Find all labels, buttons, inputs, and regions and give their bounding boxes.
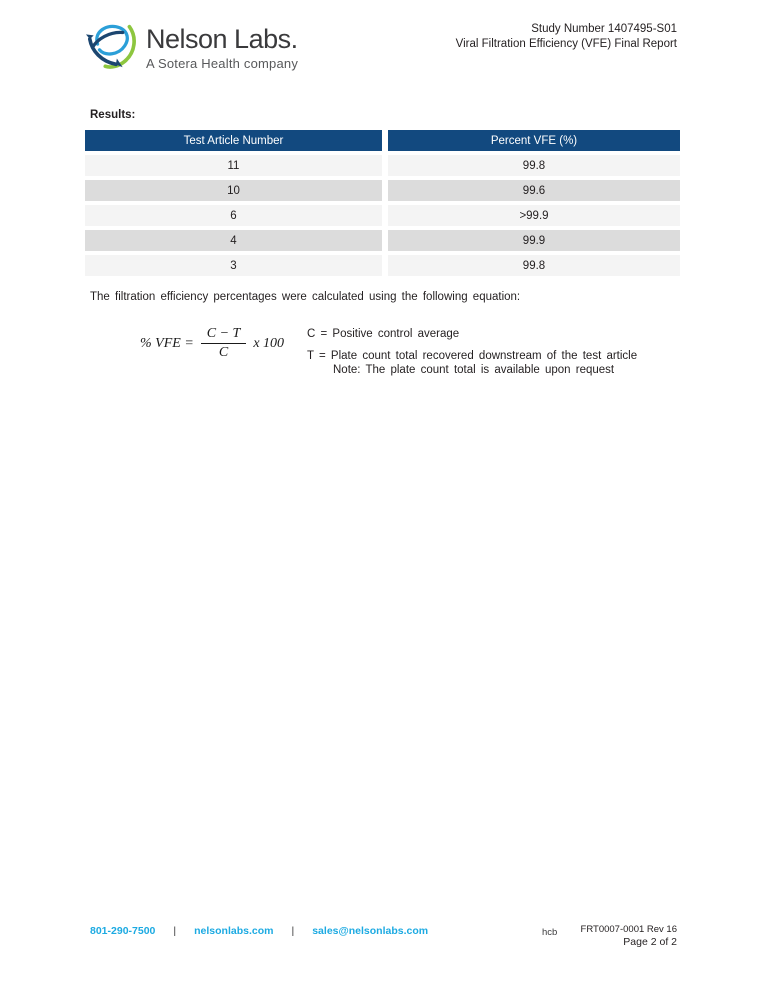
table-row (85, 205, 680, 226)
globe-logo-icon (84, 18, 142, 74)
fraction-denominator: C (218, 345, 229, 360)
equation-fraction (201, 326, 247, 361)
definition-t: T = Plate count total recovered downstream of the test article (307, 350, 638, 362)
column-header-percent-vfe: Percent VFE (%) (388, 130, 680, 151)
report-title: Viral Filtration Efficiency (VFE) Final Report (455, 37, 677, 50)
cell-percent-vfe: 99.8 (388, 155, 680, 176)
equation-lhs: % VFE = (140, 335, 194, 351)
vfe-equation (140, 326, 284, 361)
logo-tagline: A Sotera Health company (146, 56, 299, 71)
table-header-row (85, 130, 680, 151)
study-number: Study Number 1407495-S01 (531, 23, 677, 35)
results-table (85, 130, 680, 276)
table-row (85, 180, 680, 201)
table-row (85, 255, 680, 276)
cell-test-article: 3 (85, 255, 382, 276)
definition-note: Note: The plate count total is available upon request (333, 364, 615, 376)
cell-test-article: 6 (85, 205, 382, 226)
cell-percent-vfe: 99.9 (388, 230, 680, 251)
table-row (85, 230, 680, 251)
logo-company-name: Nelson Labs. (146, 24, 298, 54)
footer-separator: | (173, 925, 177, 937)
cell-percent-vfe: >99.9 (388, 205, 680, 226)
footer-email-link[interactable]: sales@nelsonlabs.com (312, 925, 429, 937)
cell-test-article: 11 (85, 155, 382, 176)
cell-test-article: 4 (85, 230, 382, 251)
footer-document-info (581, 924, 677, 948)
footer-phone-link[interactable]: 801-290-7500 (90, 925, 156, 937)
equation-suffix: x 100 (253, 335, 285, 351)
footer-doc-number: FRT0007-0001 Rev 16 (580, 924, 677, 935)
footer-page-number: Page 2 of 2 (623, 936, 677, 948)
footer-website-link[interactable]: nelsonlabs.com (194, 925, 274, 937)
footer-contact-links (90, 925, 428, 937)
cell-percent-vfe: 99.8 (388, 255, 680, 276)
footer-separator: | (291, 925, 295, 937)
nelson-labs-logo (84, 18, 298, 74)
cell-test-article: 10 (85, 180, 382, 201)
document-header (456, 22, 677, 51)
logo-text (146, 18, 298, 71)
fraction-numerator: C − T (201, 326, 247, 344)
column-header-test-article: Test Article Number (85, 130, 382, 151)
cell-percent-vfe: 99.6 (388, 180, 680, 201)
equation-intro-text: The filtration efficiency percentages were calculated using the following equation: (90, 291, 521, 303)
results-heading: Results: (90, 109, 136, 121)
equation-definitions (307, 328, 637, 376)
definition-c: C = Positive control average (307, 328, 460, 340)
table-row (85, 155, 680, 176)
footer-initials: hcb (542, 927, 558, 938)
